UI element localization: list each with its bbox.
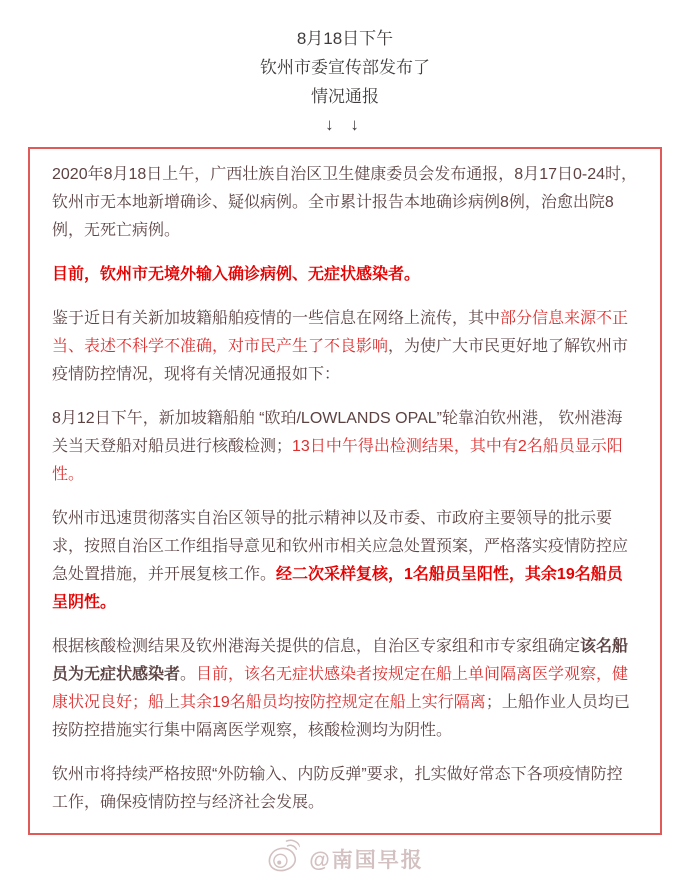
text-segment-normal: ，为使广大市民更好地了解钦州市疫情防控情况，现将有关情况通报如下： (52, 338, 629, 383)
notice-box (28, 147, 662, 835)
notice-paragraph (52, 505, 638, 617)
watermark-handle: @南国早报 (309, 848, 424, 872)
text-segment-red: 部分信息来源不正当、表述不科学不准确，对市民产生了不良影响 (52, 310, 629, 355)
notice-paragraph (52, 405, 638, 489)
text-segment-normal: ；上船作业人员均已按防控措施实行集中隔离医学观察，核酸检测均为阴性。 (52, 694, 630, 739)
notice-paragraph (52, 161, 638, 245)
header-line-date: 8月18日下午 (296, 29, 394, 48)
down-arrows-icon: ↓ ↓ (325, 115, 365, 134)
header-line-subject: 情况通报 (311, 87, 379, 106)
weibo-logo-icon (263, 837, 306, 880)
header (0, 0, 690, 138)
notice-paragraph (52, 633, 638, 745)
notice-paragraph (52, 305, 638, 389)
text-segment-normal: 钦州市将持续严格按照“外防输入、内防反弹”要求，扎实做好常态下各项疫情防控工作，确保疫情防控与经济社会发展。 (52, 766, 623, 811)
text-segment-normal: 2020年8月18日上午，广西壮族自治区卫生健康委员会发布通报，8月17日0-24时，钦州市无本地新增确诊、疑似病例。全市累计报告本地确诊病例8例，治愈出院8例，无死亡病例。 (52, 166, 638, 239)
text-segment-red: 目前，该名无症状感染者按规定在船上单间隔离医学观察，健康状况良好；船上其余19名船员均按防控规定在船上实行隔离 (52, 666, 629, 711)
text-segment-red-bold: 目前，钦州市无境外输入确诊病例、无症状感染者。 (52, 266, 421, 283)
text-segment-normal: 鉴于近日有关新加坡籍船舶疫情的一些信息在网络上流传，其中 (52, 310, 501, 327)
text-segment-bold: 该名船员为无症状感染者 (52, 638, 629, 683)
text-segment-normal: 根据核酸检测结果及钦州港海关提供的信息，自治区专家组和市专家组确定 (52, 638, 581, 655)
watermark (0, 840, 690, 877)
text-segment-red-bold: 经二次采样复核，1名船员呈阳性，其余19名船员呈阴性。 (52, 566, 623, 611)
text-segment-normal: 。 (180, 666, 197, 683)
header-line-source: 钦州市委宣传部发布了 (260, 58, 430, 77)
text-segment-normal: 钦州市迅速贯彻落实自治区领导的批示精神以及市委、市政府主要领导的批示要求，按照自治区工作组指导意见和钦州市相关应急处置预案，严格落实疫情防控应急处置措施，并开展复核工作。 (52, 510, 629, 583)
notice-paragraph (52, 761, 638, 817)
text-segment-red: 13日中午得出检测结果，其中有2名船员显示阳性。 (52, 438, 623, 483)
text-segment-normal: 8月12日下午，新加坡籍船舶 “欧珀/LOWLANDS OPAL”轮靠泊钦州港， 钦州港海关当天登船对船员进行核酸检测； (52, 410, 623, 455)
notice-paragraph (52, 261, 638, 289)
